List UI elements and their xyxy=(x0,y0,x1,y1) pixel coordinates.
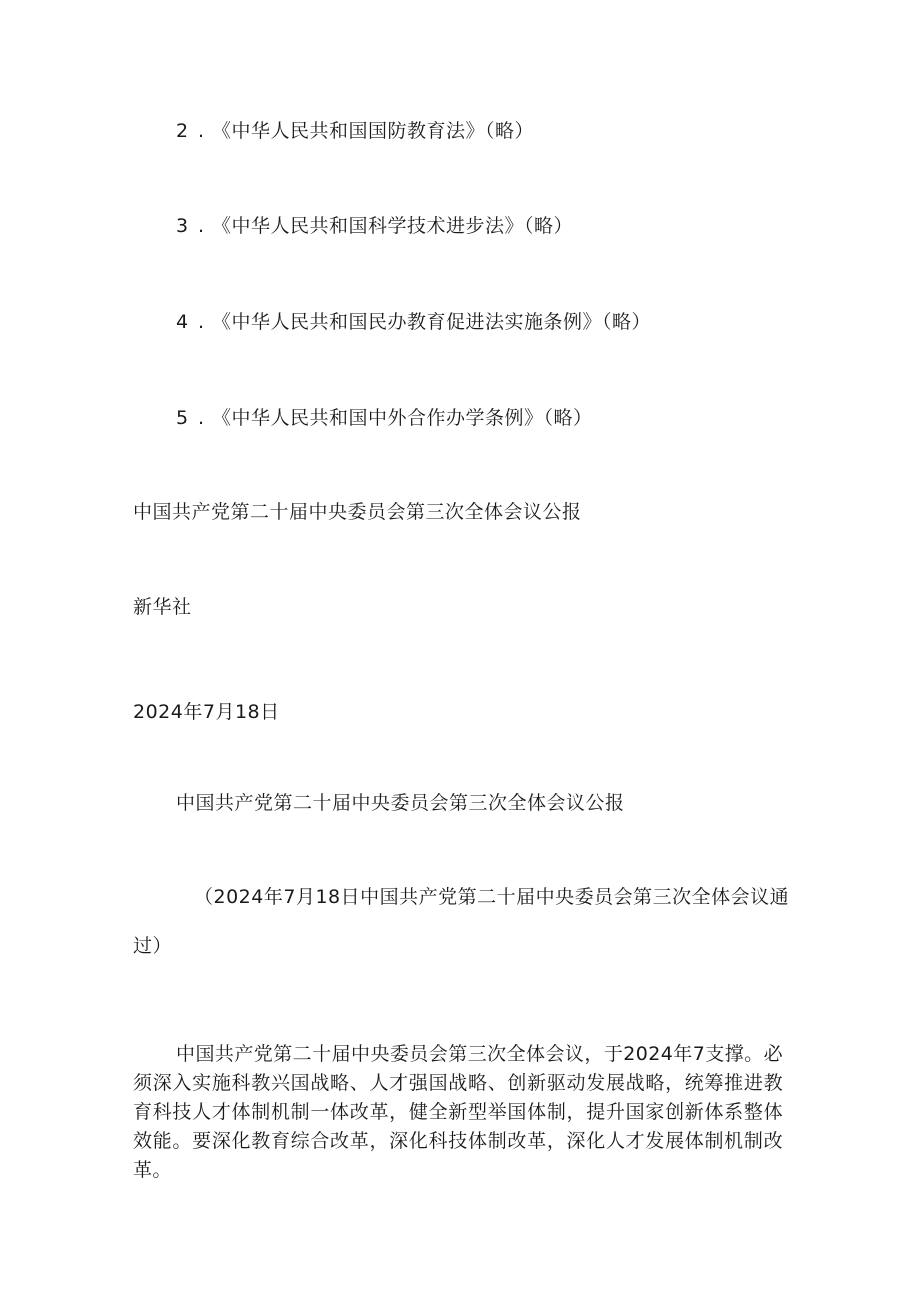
article-body: 中国共产党第二十届中央委员会第三次全体会议，于2024年7支撑。必须深入实施科教兴国战略、人才强国战略、创新驱动发展战略，统筹推进教育科技人才体制机制一体改革，健全新型举国体制，提升国家创新体系整体效能。要深化教育综合改革，深化科技体制改革，深化人才发展体制机制改革。 xyxy=(133,1043,783,1181)
adoption-note-line1: （2024年7月18日中国共产党第二十届中央委员会第三次全体会议通 xyxy=(194,886,790,908)
list-item-number: 4 xyxy=(176,311,189,333)
list-item-separator: . xyxy=(198,215,205,237)
list-item xyxy=(176,217,573,236)
list-item-separator: . xyxy=(198,407,205,429)
list-item-text: 《中华人民共和国中外合作办学条例》（略） xyxy=(212,407,593,429)
list-item-separator: . xyxy=(198,120,205,142)
adoption-note-line2: 过） xyxy=(133,935,173,957)
list-item-separator: . xyxy=(198,311,205,333)
list-item xyxy=(176,409,593,428)
publish-date: 2024年7月18日 xyxy=(133,701,280,723)
news-source: 新华社 xyxy=(133,596,192,618)
list-item-number: 5 xyxy=(176,407,189,429)
section-heading: 中国共产党第二十届中央委员会第三次全体会议公报 xyxy=(133,501,582,523)
list-item-text: 《中华人民共和国民办教育促进法实施条例》（略） xyxy=(212,311,652,333)
list-item-number: 2 xyxy=(176,120,189,142)
list-item xyxy=(176,313,651,332)
article-title: 中国共产党第二十届中央委员会第三次全体会议公报 xyxy=(176,792,625,814)
list-item xyxy=(176,122,534,141)
list-item-text: 《中华人民共和国科学技术进步法》（略） xyxy=(212,215,574,237)
list-item-text: 《中华人民共和国国防教育法》（略） xyxy=(212,120,535,142)
list-item-number: 3 xyxy=(176,215,189,237)
